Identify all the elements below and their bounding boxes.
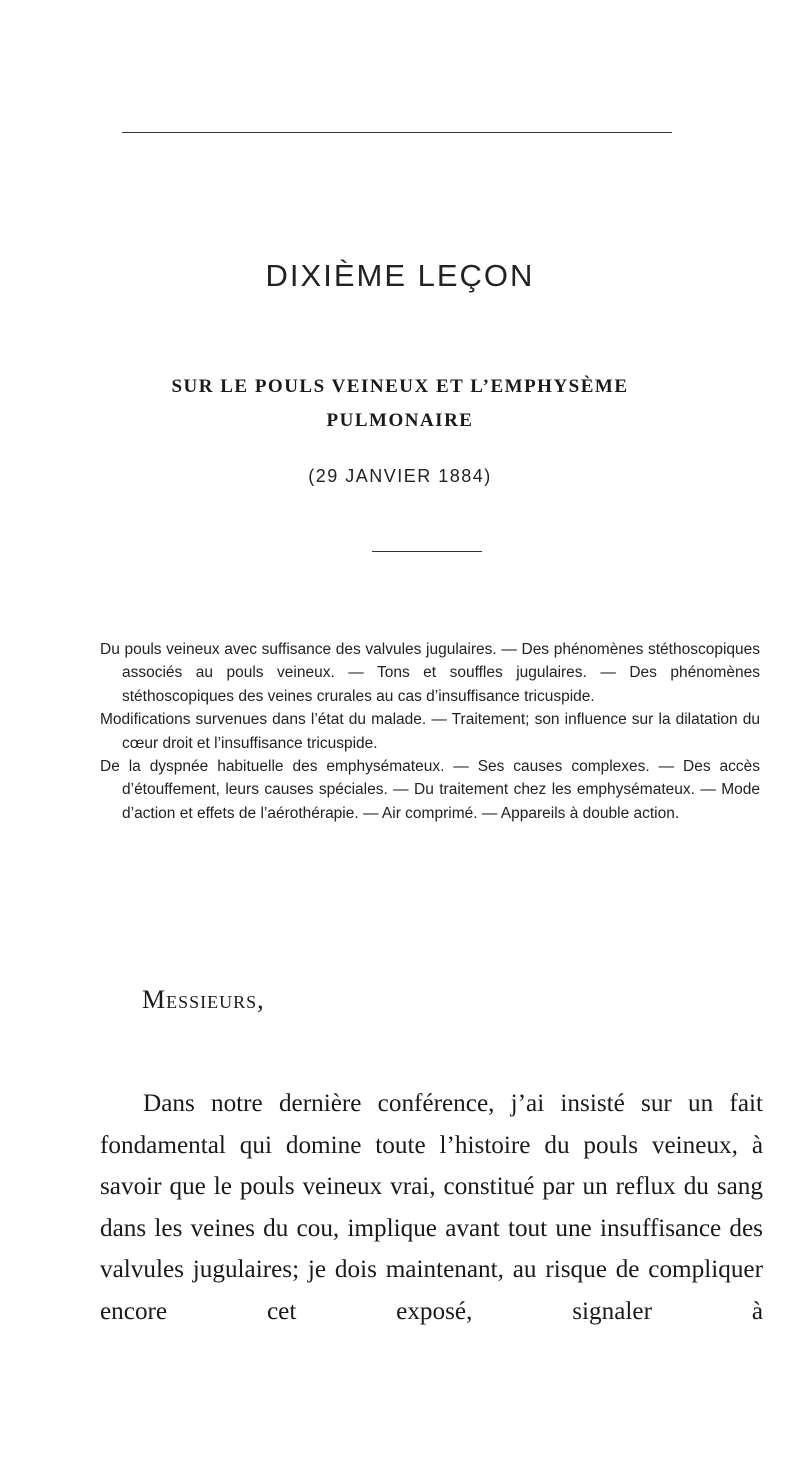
top-rule	[122, 132, 672, 133]
summary-paragraph: Modifications survenues dans l’état du malade. — Traitement; son influence sur la dilatation du cœur droit et l’insuffisance tricuspide.	[100, 711, 760, 752]
summary-paragraph: De la dyspnée habituelle des emphysémateux. — Ses causes complexes. — Des accès d’étouffement, leurs causes spéciales. — Du traitement chez les emphysémateux. — Mode d’action et effets de l’aérothérapie. — Air comprimé. — Appareils à double action.	[100, 758, 760, 822]
lecture-date: (29 JANVIER 1884)	[308, 466, 492, 486]
chapter-summary	[100, 638, 760, 825]
body-text	[100, 1083, 763, 1332]
salutation: Messieurs,	[142, 985, 265, 1014]
chapter-title: DIXIÈME LEÇON	[265, 258, 535, 293]
subtitle-line-1: SUR LE POULS VEINEUX ET L’EMPHYSÈME	[171, 376, 629, 397]
subtitle-line-2: PULMONAIRE	[326, 410, 474, 431]
summary-paragraph: Du pouls veineux avec suffisance des valvules jugulaires. — Des phénomènes stéthoscopiques associés au pouls veineux. — Tons et souffles jugulaires. — Des phénomènes stéthoscopiques des veines crurales au cas d’insuffisance tricuspide.	[100, 641, 760, 705]
section-divider	[372, 551, 482, 552]
body-paragraph: Dans notre dernière conférence, j’ai insisté sur un fait fondamental qui domine toute l’histoire du pouls veineux, à savoir que le pouls veineux vrai, constitué par un reflux du sang dans les veines du cou, implique avant tout une insuffisance des valvules jugulaires; je dois maintenant, au risque de compliquer encore cet exposé, signaler à	[100, 1090, 763, 1325]
